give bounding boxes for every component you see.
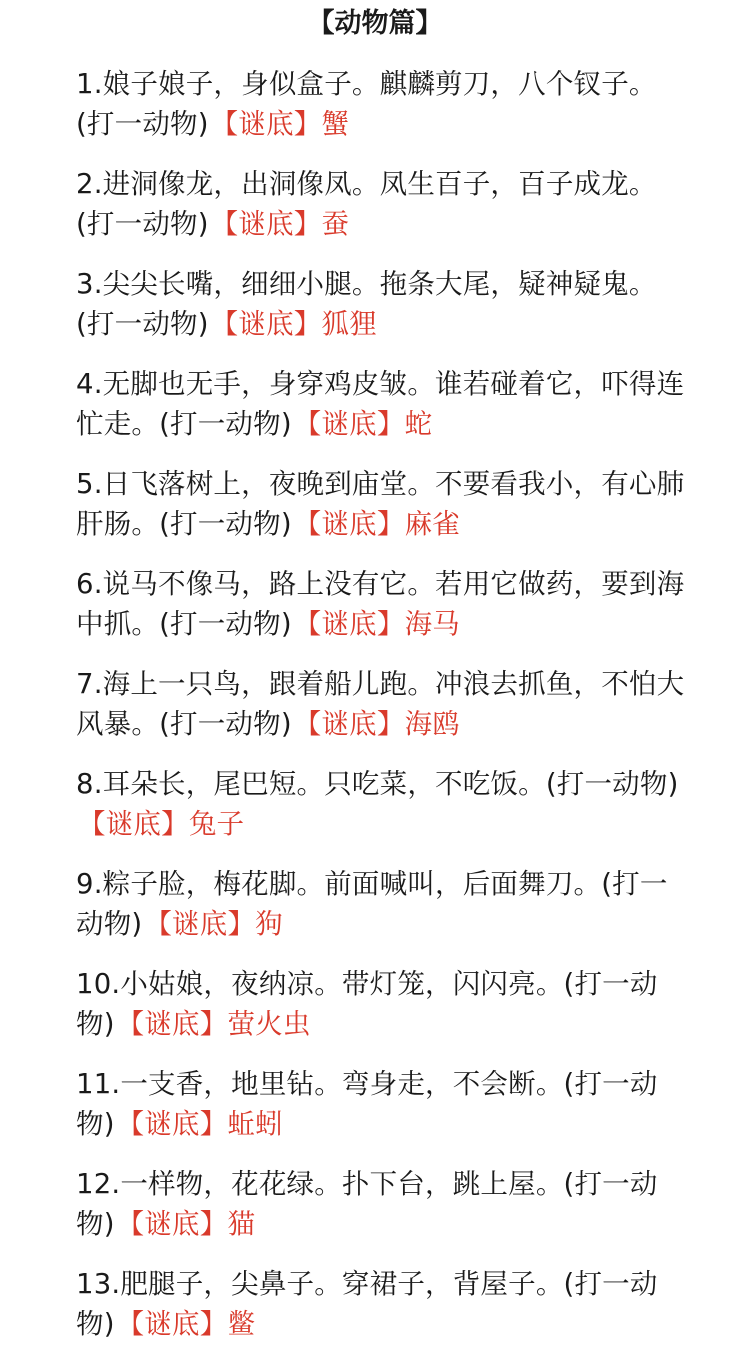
riddle-answer: 兔子: [188, 808, 245, 840]
answer-label: 【谜底】: [293, 608, 405, 640]
riddle-text: 5.日飞落树上，夜晚到庙堂。不要看我小，有心肺肝肠。(打一动物): [76, 468, 685, 540]
riddle-text: 12.一样物，花花绿。扑下台，跳上屋。(打一动物): [76, 1168, 658, 1240]
riddle-item-3: [76, 264, 691, 364]
riddle-text: 4.无脚也无手，身穿鸡皮皱。谁若碰着它，吓得连忙走。(打一动物): [76, 368, 685, 440]
riddle-item-2: [76, 164, 691, 264]
riddle-item-8: [76, 764, 691, 864]
riddle-answer: 蟹: [321, 108, 350, 140]
answer-label: 【谜底】: [78, 808, 189, 840]
riddle-text: 3.尖尖长嘴，细细小腿。拖条大尾，疑神疑鬼。(打一动物): [76, 268, 657, 340]
riddle-answer: 蚯蚓: [227, 1108, 283, 1140]
riddle-text: 2.进洞像龙，出洞像凤。凤生百子，百子成龙。(打一动物): [76, 168, 657, 240]
riddle-answer: 狐狸: [321, 308, 377, 340]
page-title: 【动物篇】: [307, 8, 443, 39]
riddle-answer: 海马: [404, 608, 460, 640]
riddle-answer: 狗: [255, 908, 283, 940]
riddle-answer: 蛇: [404, 408, 433, 440]
riddle-item-1: [76, 64, 691, 164]
answer-label: 【谜底】: [116, 1108, 228, 1140]
riddle-text: 13.肥腿子，尖鼻子。穿裙子，背屋子。(打一动物): [76, 1268, 658, 1340]
answer-label: 【谜底】: [116, 1308, 228, 1340]
riddle-answer: 蚕: [321, 208, 350, 240]
riddle-answer: 萤火虫: [227, 1008, 311, 1040]
riddle-answer: 麻雀: [404, 508, 460, 540]
answer-label: 【谜底】: [116, 1008, 228, 1040]
riddle-text: 11.一支香，地里钻。弯身走，不会断。(打一动物): [76, 1068, 658, 1140]
answer-label: 【谜底】: [210, 308, 322, 340]
answer-label: 【谜底】: [210, 108, 322, 140]
riddle-text: 10.小姑娘，夜纳凉。带灯笼，闪闪亮。(打一动物): [76, 968, 658, 1040]
riddle-item-4: [76, 364, 691, 464]
answer-label: 【谜底】: [116, 1208, 228, 1240]
riddle-item-5: [76, 464, 691, 564]
answer-label: 【谜底】: [144, 908, 256, 940]
riddle-answer: 海鸥: [404, 708, 460, 740]
riddle-text: 9.粽子脸，梅花脚。前面喊叫，后面舞刀。(打一动物): [76, 868, 668, 940]
riddle-item-12: [76, 1164, 691, 1264]
answer-label: 【谜底】: [293, 508, 405, 540]
answer-label: 【谜底】: [293, 708, 405, 740]
answer-label: 【谜底】: [293, 408, 405, 440]
riddle-text: 7.海上一只鸟，跟着船儿跑。冲浪去抓鱼，不怕大风暴。(打一动物): [76, 668, 685, 740]
riddle-item-6: [76, 564, 691, 664]
riddle-text: 1.娘子娘子，身似盒子。麒麟剪刀，八个钗子。(打一动物): [76, 68, 657, 140]
riddle-answer: 鳖: [227, 1308, 256, 1340]
riddle-item-9: [76, 864, 691, 964]
riddle-item-13: [76, 1264, 691, 1364]
answer-label: 【谜底】: [210, 208, 322, 240]
riddle-text: 6.说马不像马，路上没有它。若用它做药，要到海中抓。(打一动物): [76, 568, 685, 640]
riddle-item-10: [76, 964, 691, 1064]
riddle-item-11: [76, 1064, 691, 1164]
riddle-list: [76, 64, 691, 1364]
riddle-answer: 猫: [227, 1208, 256, 1240]
riddle-item-7: [76, 664, 691, 764]
riddle-text: 8.耳朵长，尾巴短。只吃菜，不吃饭。(打一动物): [76, 768, 679, 800]
